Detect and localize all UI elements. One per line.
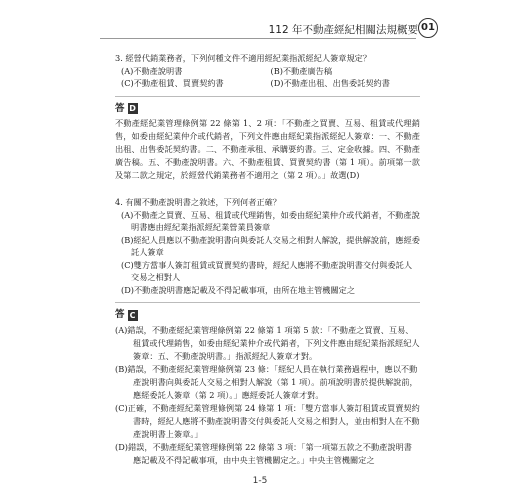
option-a: (A)不動產之買賣、互易、租賃或代理銷售，如委由經紀業仲介或代銷者，不動產說明書應由經紀業指派經紀業營業員簽章 [121,209,420,232]
explanation-item: (D)錯誤，不動產經紀業管理條例第 22 條第 3 項：「第一項第五款之不動產說明書應記載及不得記載事項，由中央主管機關定之。」中央主管機關定之 [115,441,412,465]
divider [115,96,420,97]
header-rule [100,38,416,39]
header-title: 112 年不動產經紀相關法規概要 [268,24,418,36]
answer-row [115,309,420,322]
explanation-text: 不動產經紀業管理條例第 22 條第 1、2 項：「不動產之買賣、互易、租賃或代理銷售，如委由經紀業仲介或代銷者，下列文件應由經紀業指派經紀人簽章：一、不動產出租、出售委託契約書。二、不動產承租、承購要約書。三、定金收據。四、不動產廣告稿。五、不動產說明書。六、不動產租賃、買賣契約書（第 1 項）。前項第一款及第二款之規定，於經營代銷業務者不適用之（第 2 項）。」故選(D) [115,118,420,180]
chapter-badge: 01 [418,18,438,38]
answer-row [115,103,420,116]
question-4 [115,196,420,296]
answer-block [115,309,420,467]
question-stem: 3. 經營代銷業務者，下列何種文件不適用經紀業指派經紀人簽章規定？ [115,53,372,63]
page-header [0,14,520,44]
option-b: (B)不動產廣告稿 [270,65,333,76]
answer-block [115,103,420,183]
explanation-item: (B)錯誤，不動產經紀業管理條例第 23 條：「經紀人員在執行業務過程中，應以不動產說明書向與委託人交易之相對人解說（第 1 項）。前項說明書於提供解說前，應經委託人簽章（第 2 項）。」應經委託人簽章才對。 [115,363,418,400]
question-3 [115,52,420,90]
answer-label: 答 [115,309,125,320]
answer-badge: C [128,310,138,321]
page-content [115,52,420,467]
option-b: (B)經紀人員應以不動產說明書向與委託人交易之相對人解說，提供解說前，應經委託人簽章 [121,234,420,257]
explanation-item: (C)正確，不動產經紀業管理條例第 24 條第 1 項：「雙方當事人簽訂租賃或買賣契約書時，經紀人應將不動產說明書交付與委託人交易之相對人，並由相對人在不動產說明書上簽章。」 [115,402,420,439]
answer-label: 答 [115,102,125,114]
option-d: (D)不動產說明書應記載及不得記載事項，由所在地主管機關定之 [121,284,356,295]
answer-badge: D [129,104,136,114]
question-stem: 4. 有關不動產說明書之敘述，下列何者正確？ [115,197,281,207]
option-c: (C)不動產租賃、買賣契約書 [121,78,224,88]
page-number: 1-5 [252,476,268,486]
options-list [121,65,420,90]
divider [115,302,420,303]
explanation-item: (A)錯誤，不動產經紀業管理條例第 22 條第 1 項第 5 款：「不動產之買賣、互易、租賃或代理銷售，如委由經紀業仲介或代銷者，下列文件應由經紀業指派經紀人簽章：五、不動產說明書。」指派經紀人簽章才對。 [115,324,420,361]
option-a: (A)不動產說明書 [121,65,183,76]
option-c: (C)雙方當事人簽訂租賃或買賣契約書時，經紀人應將不動產說明書交付與委託人交易之相對人 [121,259,413,282]
option-d: (D)不動產出租、出售委託契約書 [270,78,390,88]
